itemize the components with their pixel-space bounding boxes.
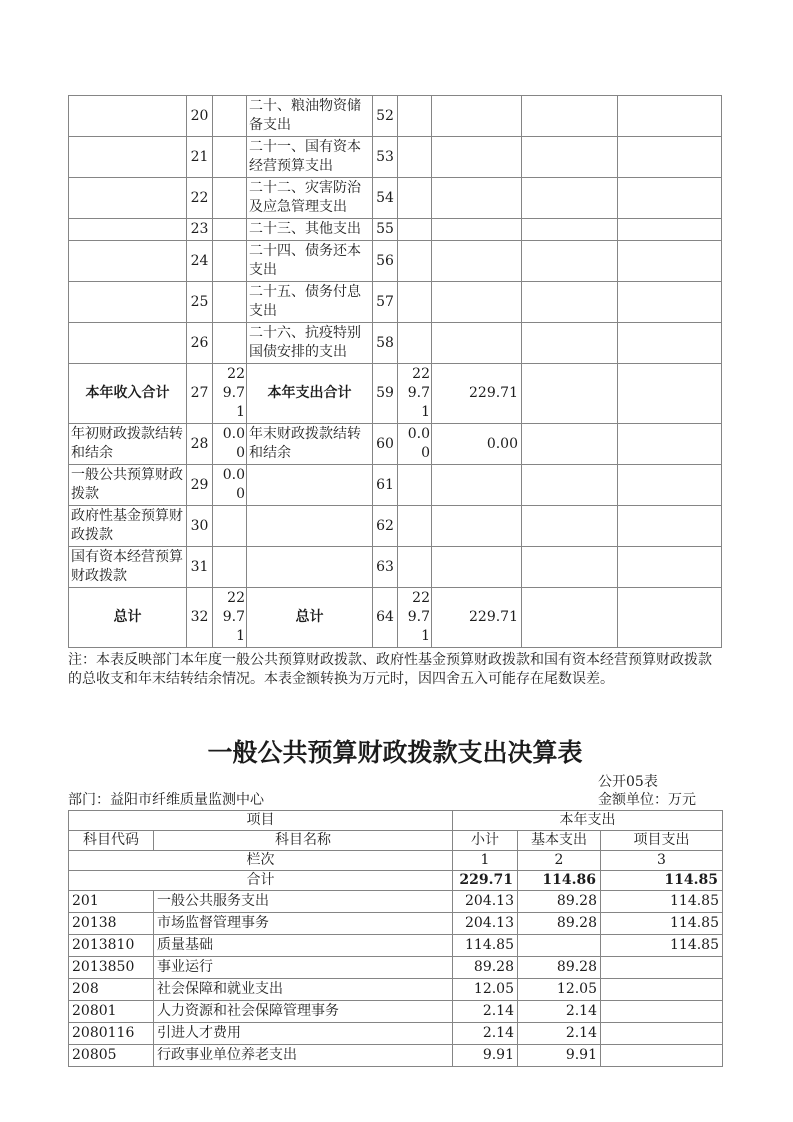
amount-cell: [432, 282, 522, 323]
row-number-cell: 62: [373, 506, 398, 547]
table-row: [69, 871, 723, 891]
expenditure-group-header: 本年支出: [453, 811, 723, 831]
row-number-cell: 53: [373, 137, 398, 178]
table-row: [69, 891, 723, 913]
project-group-header: 项目: [69, 811, 453, 831]
income-item-cell: 一般公共预算财政拨款: [69, 465, 187, 506]
income-value-cell: 0.00: [213, 424, 247, 465]
expenditure-table-header: [69, 811, 723, 891]
income-expenditure-summary-table: [68, 95, 722, 648]
empty-cell: [618, 424, 722, 465]
expenditure-value-cell: [398, 506, 432, 547]
empty-cell: [522, 241, 618, 282]
table-row: [69, 1045, 723, 1067]
income-item-cell: [69, 96, 187, 137]
row-number-cell: 60: [373, 424, 398, 465]
row-number-cell: 23: [187, 219, 213, 241]
income-value-cell: 229.71: [213, 364, 247, 424]
empty-cell: [618, 323, 722, 364]
empty-cell: [522, 219, 618, 241]
table-row: [69, 323, 722, 364]
expenditure-value-cell: [398, 465, 432, 506]
table-row: [69, 1001, 723, 1023]
empty-cell: [618, 588, 722, 648]
project-expenditure-cell: [601, 1023, 723, 1045]
subject-name-header: 科目名称: [154, 831, 453, 851]
income-value-cell: [213, 219, 247, 241]
subject-name-cell: 社会保障和就业支出: [154, 979, 453, 1001]
income-value-cell: [213, 137, 247, 178]
row-number-cell: 61: [373, 465, 398, 506]
project-expenditure-cell: [601, 957, 723, 979]
empty-cell: [522, 96, 618, 137]
expenditure-item-cell: 二十四、债务还本支出: [247, 241, 373, 282]
subtotal-cell: 114.85: [453, 935, 518, 957]
expenditure-value-cell: [398, 241, 432, 282]
expenditure-item-cell: 年末财政拨款结转和结余: [247, 424, 373, 465]
expenditure-value-cell: [398, 282, 432, 323]
subject-code-cell: 20805: [69, 1045, 154, 1067]
table-row: [69, 547, 722, 588]
expenditure-value-cell: [398, 323, 432, 364]
row-number-cell: 26: [187, 323, 213, 364]
subject-code-cell: 201: [69, 891, 154, 913]
amount-cell: [432, 506, 522, 547]
expenditure-item-cell: 二十二、灾害防治及应急管理支出: [247, 178, 373, 219]
expenditure-item-cell: 总计: [247, 588, 373, 648]
amount-cell: [432, 137, 522, 178]
table-note: 注：本表反映部门本年度一般公共预算财政拨款、政府性基金预算财政拨款和国有资本经营预算财政拨款的总收支和年末结转结余情况。本表金额转换为万元时，因四舍五入可能存在尾数误差。: [68, 652, 712, 687]
income-item-cell: 年初财政拨款结转和结余: [69, 424, 187, 465]
row-number-cell: 64: [373, 588, 398, 648]
income-value-cell: 0.00: [213, 465, 247, 506]
income-value-cell: [213, 506, 247, 547]
expenditure-item-cell: 二十三、其他支出: [247, 219, 373, 241]
project-expenditure-cell: [601, 979, 723, 1001]
subject-code-cell: 2013810: [69, 935, 154, 957]
expenditure-value-cell: [398, 137, 432, 178]
row-number-cell: 28: [187, 424, 213, 465]
empty-cell: [618, 282, 722, 323]
project-expenditure-cell: 114.85: [601, 913, 723, 935]
income-item-cell: 本年收入合计: [69, 364, 187, 424]
expenditure-item-cell: [247, 465, 373, 506]
amount-cell: [432, 178, 522, 219]
income-item-cell: [69, 137, 187, 178]
subject-name-cell: 人力资源和社会保障管理事务: [154, 1001, 453, 1023]
row-number-cell: 57: [373, 282, 398, 323]
basic-expenditure-cell: 89.28: [518, 891, 601, 913]
row-number-cell: 30: [187, 506, 213, 547]
row-number-cell: 24: [187, 241, 213, 282]
amount-cell: [432, 323, 522, 364]
empty-cell: [522, 465, 618, 506]
subtotal-cell: 2.14: [453, 1001, 518, 1023]
subject-code-cell: 20138: [69, 913, 154, 935]
subject-name-cell: 事业运行: [154, 957, 453, 979]
income-item-cell: [69, 178, 187, 219]
page-title: 一般公共预算财政拨款支出决算表: [207, 738, 583, 767]
table-row: [69, 979, 723, 1001]
income-item-cell: [69, 323, 187, 364]
project-expenditure-cell: 114.85: [601, 891, 723, 913]
row-number-cell: 29: [187, 465, 213, 506]
row-number-cell: 59: [373, 364, 398, 424]
table-row: [69, 219, 722, 241]
empty-cell: [522, 547, 618, 588]
basic-expenditure-cell: 89.28: [518, 913, 601, 935]
subject-name-cell: 行政事业单位养老支出: [154, 1045, 453, 1067]
subtotal-cell: 204.13: [453, 913, 518, 935]
expenditure-item-cell: 本年支出合计: [247, 364, 373, 424]
total-subtotal-cell: 229.71: [453, 871, 518, 891]
subject-name-cell: 一般公共服务支出: [154, 891, 453, 913]
row-number-cell: 55: [373, 219, 398, 241]
expenditure-value-cell: 229.71: [398, 364, 432, 424]
income-value-cell: [213, 282, 247, 323]
basic-expenditure-header: 基本支出: [518, 831, 601, 851]
amount-cell: 0.00: [432, 424, 522, 465]
table-row: [69, 465, 722, 506]
project-expenditure-cell: 114.85: [601, 935, 723, 957]
amount-cell: [432, 219, 522, 241]
table-row: [69, 1023, 723, 1045]
income-item-cell: [69, 241, 187, 282]
empty-cell: [618, 241, 722, 282]
empty-cell: [618, 178, 722, 219]
empty-cell: [618, 547, 722, 588]
table-row: [69, 506, 722, 547]
income-value-cell: 229.71: [213, 588, 247, 648]
income-value-cell: [213, 178, 247, 219]
amount-cell: [432, 547, 522, 588]
row-number-cell: 31: [187, 547, 213, 588]
department-label: 部门：益阳市纤维质量监测中心: [68, 792, 264, 808]
subtotal-cell: 2.14: [453, 1023, 518, 1045]
expenditure-item-cell: [247, 506, 373, 547]
table-row: [69, 831, 723, 851]
income-item-cell: [69, 219, 187, 241]
table-row: [69, 178, 722, 219]
basic-expenditure-cell: 12.05: [518, 979, 601, 1001]
expenditure-value-cell: [398, 96, 432, 137]
table-row: [69, 913, 723, 935]
subject-name-cell: 引进人才费用: [154, 1023, 453, 1045]
subject-code-cell: 208: [69, 979, 154, 1001]
empty-cell: [618, 137, 722, 178]
row-number-cell: 27: [187, 364, 213, 424]
expenditure-item-cell: [247, 547, 373, 588]
income-value-cell: [213, 547, 247, 588]
row-number-cell: 63: [373, 547, 398, 588]
expenditure-value-cell: [398, 178, 432, 219]
subject-code-cell: 2080116: [69, 1023, 154, 1045]
total-basic-cell: 114.86: [518, 871, 601, 891]
row-number-cell: 32: [187, 588, 213, 648]
total-label-cell: 合计: [69, 871, 453, 891]
income-item-cell: [69, 282, 187, 323]
empty-cell: [522, 178, 618, 219]
table-code-line: [598, 773, 793, 791]
table-row: [69, 137, 722, 178]
table-row: [69, 282, 722, 323]
amount-cell: 229.71: [432, 588, 522, 648]
subtotal-cell: 204.13: [453, 891, 518, 913]
table-code: 公开05表: [598, 774, 658, 790]
table-meta-line: [68, 791, 793, 810]
subtotal-cell: 89.28: [453, 957, 518, 979]
row-number-cell: 52: [373, 96, 398, 137]
income-value-cell: [213, 241, 247, 282]
amount-unit-label: 金额单位：万元: [598, 792, 696, 808]
expenditure-item-cell: 二十、粮油物资储备支出: [247, 96, 373, 137]
subject-code-header: 科目代码: [69, 831, 154, 851]
empty-cell: [522, 424, 618, 465]
amount-cell: [432, 96, 522, 137]
table-row: [69, 364, 722, 424]
subtotal-header: 小计: [453, 831, 518, 851]
expenditure-value-cell: 0.00: [398, 424, 432, 465]
project-expenditure-cell: [601, 1045, 723, 1067]
table-row: [69, 424, 722, 465]
expenditure-item-cell: 二十六、抗疫特别国债安排的支出: [247, 323, 373, 364]
row-number-cell: 25: [187, 282, 213, 323]
subject-code-cell: 2013850: [69, 957, 154, 979]
income-item-cell: 国有资本经营预算财政拨款: [69, 547, 187, 588]
subtotal-cell: 9.91: [453, 1045, 518, 1067]
amount-cell: 229.71: [432, 364, 522, 424]
expenditure-item-cell: 二十五、债务付息支出: [247, 282, 373, 323]
empty-cell: [618, 506, 722, 547]
table-row: [69, 588, 722, 648]
table-row: [69, 811, 723, 831]
row-number-cell: 56: [373, 241, 398, 282]
table-row: [69, 241, 722, 282]
table-row: [69, 851, 723, 871]
row-number-cell: 58: [373, 323, 398, 364]
income-value-cell: [213, 323, 247, 364]
basic-expenditure-cell: 2.14: [518, 1001, 601, 1023]
row-number-cell: 21: [187, 137, 213, 178]
basic-expenditure-cell: 2.14: [518, 1023, 601, 1045]
amount-cell: [432, 465, 522, 506]
project-expenditure-header: 项目支出: [601, 831, 723, 851]
empty-cell: [522, 588, 618, 648]
row-number-cell: 20: [187, 96, 213, 137]
expenditure-item-cell: 二十一、国有资本经营预算支出: [247, 137, 373, 178]
empty-cell: [618, 364, 722, 424]
empty-cell: [522, 506, 618, 547]
column-index-cell: 2: [518, 851, 601, 871]
subject-name-cell: 质量基础: [154, 935, 453, 957]
row-number-cell: 22: [187, 178, 213, 219]
table-row: [69, 957, 723, 979]
income-value-cell: [213, 96, 247, 137]
project-expenditure-cell: [601, 1001, 723, 1023]
empty-cell: [618, 96, 722, 137]
income-item-cell: 政府性基金预算财政拨款: [69, 506, 187, 547]
expenditure-value-cell: 229.71: [398, 588, 432, 648]
table-row: [69, 935, 723, 957]
column-index-cell: 3: [601, 851, 723, 871]
basic-expenditure-cell: 89.28: [518, 957, 601, 979]
empty-cell: [522, 282, 618, 323]
column-index-label: 栏次: [69, 851, 453, 871]
empty-cell: [522, 364, 618, 424]
expenditure-value-cell: [398, 219, 432, 241]
basic-expenditure-cell: [518, 935, 601, 957]
row-number-cell: 54: [373, 178, 398, 219]
basic-expenditure-cell: 9.91: [518, 1045, 601, 1067]
column-index-cell: 1: [453, 851, 518, 871]
subject-code-cell: 20801: [69, 1001, 154, 1023]
subtotal-cell: 12.05: [453, 979, 518, 1001]
amount-cell: [432, 241, 522, 282]
table-row: [69, 96, 722, 137]
income-item-cell: 总计: [69, 588, 187, 648]
empty-cell: [522, 137, 618, 178]
subject-name-cell: 市场监督管理事务: [154, 913, 453, 935]
empty-cell: [522, 323, 618, 364]
empty-cell: [618, 465, 722, 506]
expenditure-detail-table: [68, 810, 723, 1067]
total-project-cell: 114.85: [601, 871, 723, 891]
empty-cell: [618, 219, 722, 241]
expenditure-value-cell: [398, 547, 432, 588]
